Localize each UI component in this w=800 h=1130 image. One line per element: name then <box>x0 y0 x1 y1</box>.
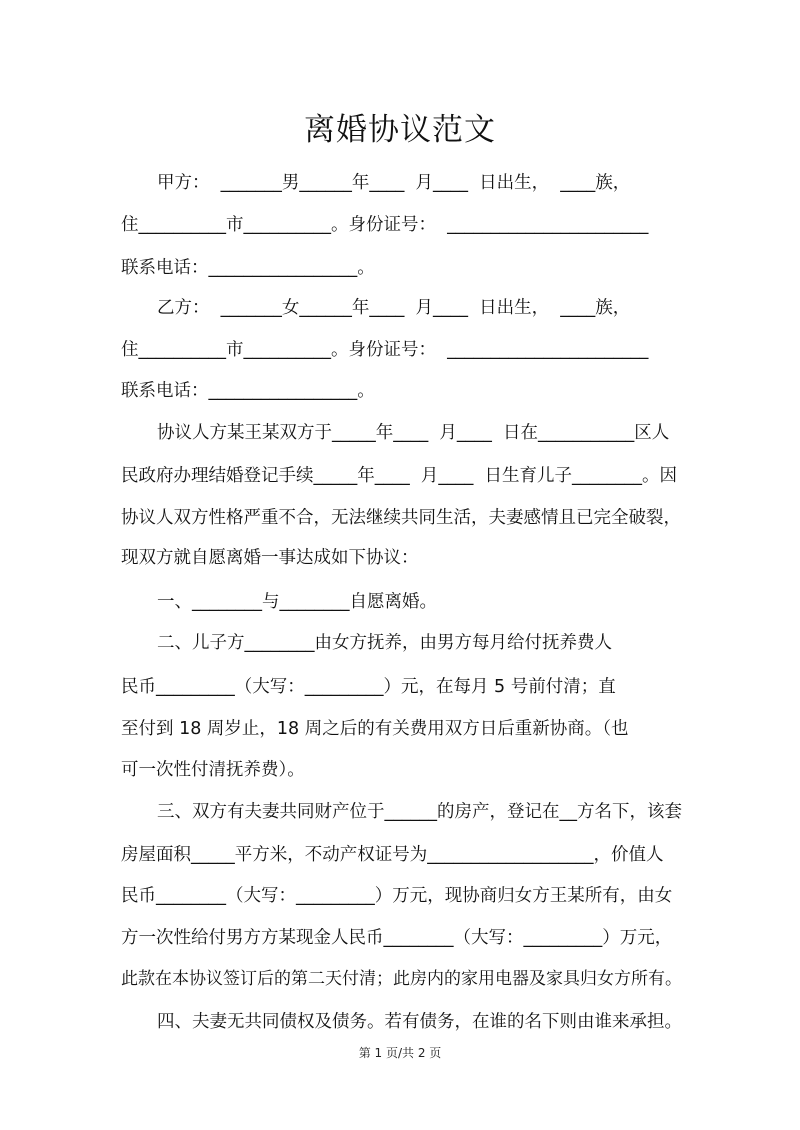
clause-3-line-1: 三、双方有夫妻共同财产位于______的房产，登记在__方名下，该套 <box>157 802 682 822</box>
clause-3-line-4: 方一次性给付男方方某现金人民币________（大写：_________）万元， <box>121 928 673 948</box>
clause-2-line-1: 二、儿子方________由女方抚养，由男方每月给付抚养费人 <box>157 633 612 653</box>
party-a-line-1: 甲方： _______男______年____ 月____ 日出生， ____族， <box>157 173 631 193</box>
clause-3-line-5: 此款在本协议签订后的第二天付清；此房内的家用电器及家具归女方所有。 <box>121 969 682 989</box>
page-footer: 第 1 页/共 2 页 <box>358 1046 442 1060</box>
preamble-line-4: 现双方就自愿离婚一事达成如下协议： <box>121 548 419 568</box>
party-b-line-3: 联系电话：_________________。 <box>121 381 375 401</box>
clause-2-line-2: 民币_________（大写：_________）元，在每月 5 号前付清；直 <box>121 677 616 697</box>
party-a-line-2: 住__________市__________。身份证号： _______________________ <box>121 215 649 235</box>
party-b-line-1: 乙方： _______女______年____ 月____ 日出生， ____族， <box>157 298 631 318</box>
clause-2-line-3: 至付到 18 周岁止，18 周之后的有关费用双方日后重新协商。（也 <box>121 719 629 739</box>
clause-1-line: 一、________与________自愿离婚。 <box>157 592 437 612</box>
party-a-line-3: 联系电话：_________________。 <box>121 258 375 278</box>
clause-3-line-2: 房屋面积_____平方米，不动产权证号为___________________，价值人 <box>121 845 664 865</box>
preamble-line-2: 民政府办理结婚登记手续_____年____ 月____ 日生育儿子________。因 <box>121 466 677 486</box>
clause-3-line-3: 民币________（大写：_________）万元，现协商归女方王某所有，由女 <box>121 886 673 906</box>
preamble-line-1: 协议人方某王某双方于_____年____ 月____ 日在___________区人 <box>157 423 670 443</box>
preamble-line-3: 协议人双方性格严重不合，无法继续共同生活，夫妻感情且已完全破裂， <box>121 508 681 528</box>
document-title: 离婚协议范文 <box>304 112 496 148</box>
clause-2-line-4: 可一次性付清抚养费）。 <box>121 760 305 780</box>
clause-4-line: 四、夫妻无共同债权及债务。若有债务，在谁的名下则由谁来承担。 <box>157 1012 682 1032</box>
party-b-line-2: 住__________市__________。身份证号： _______________________ <box>121 340 649 360</box>
